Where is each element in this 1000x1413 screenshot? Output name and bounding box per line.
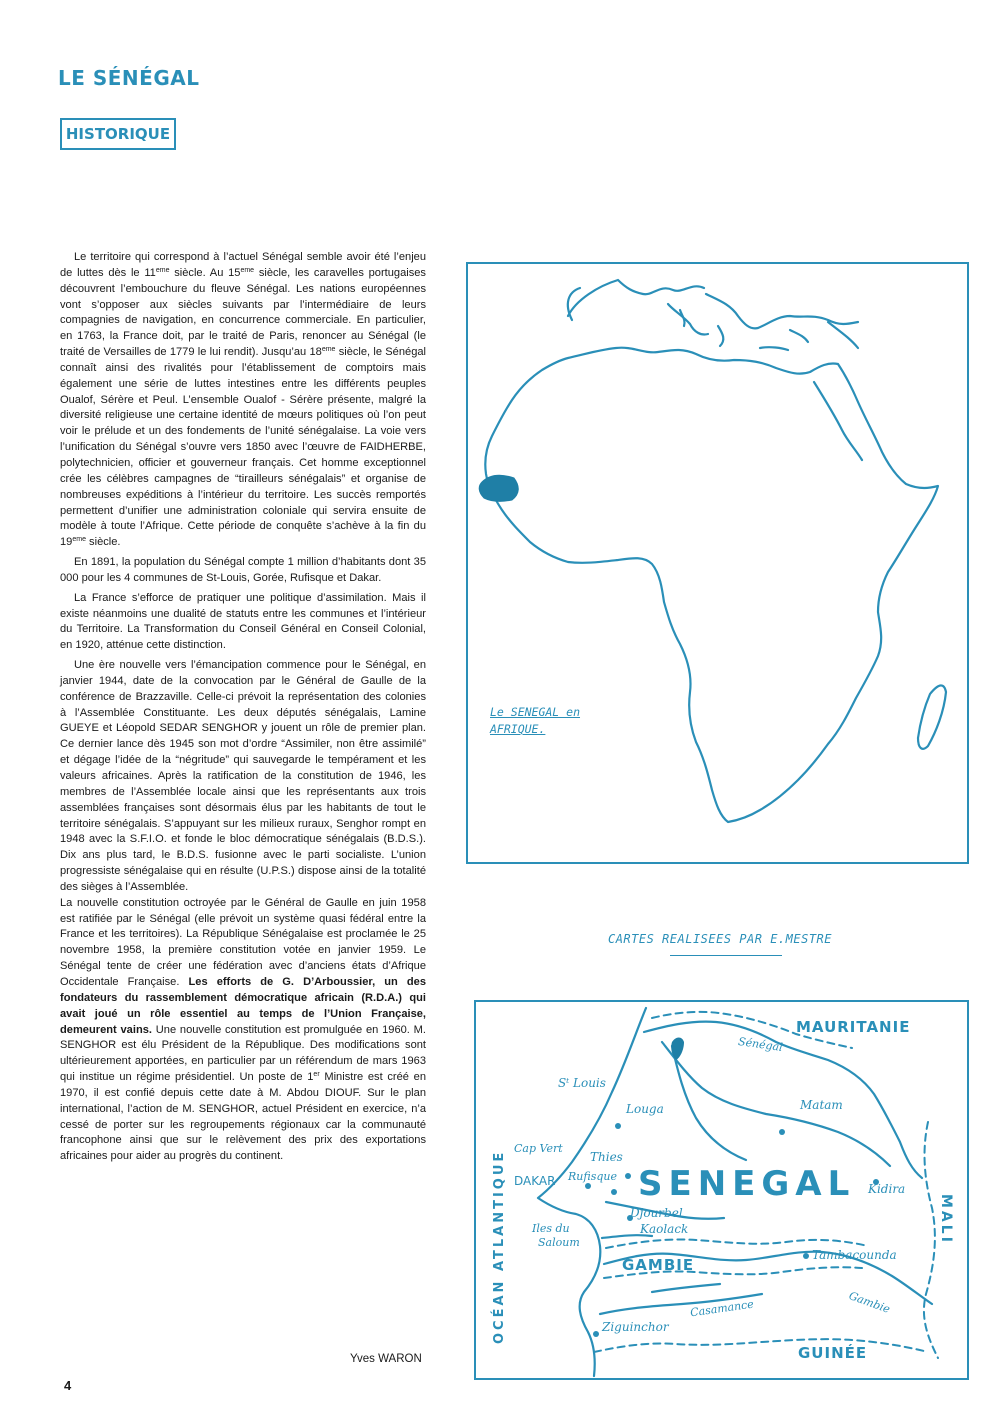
senegal-map [474,1000,969,1380]
paragraph-2: En 1891, la population du Sénégal compte 1 million d’habitants dont 35 000 pour les 4 communes de St-Louis, Gorée, Rufisque et Dakar. [60,556,426,584]
label-mali: MALI [938,1194,954,1245]
africa-map-drawing [468,264,967,862]
label-ocean-atlantique: OCÉAN ATLANTIQUE [492,1149,507,1344]
paragraph-3: La France s’efforce de pratiquer une politique d’assimilation. Mais il existe néanmoins une dualité de statuts entre les communes et l’intérieur du Territoire. La Transformation du Conseil Général en Conseil Colonial, en 1920, atténue cette distinction. [60,591,426,652]
label-saloum: Saloum [538,1236,580,1249]
label-thies: Thies [590,1150,623,1164]
credit-underline [670,955,782,956]
label-dakar: DAKAR [514,1174,556,1188]
label-ziguinchor: Ziguinchor [602,1320,669,1334]
page-title: LE SÉNÉGAL [58,66,200,90]
label-matam: Matam [800,1098,843,1112]
bold-text-run: Les efforts de G. D’Arboussier, un des fondateurs du rassemblement démocratique africain (R.D.A.) qui avait joué un rôle essentiel au temps de l’Union Française, demeurent vains. [60,975,426,1036]
label-gambie-river: Gambie [847,1289,892,1316]
section-heading [60,118,176,150]
label-iles: Iles du [532,1222,570,1235]
label-cap-vert: Cap Vert [514,1142,563,1155]
label-gambie: GAMBIE [622,1256,695,1274]
label-louga: Louga [626,1102,664,1116]
text-run: Ministre est créé en 1970, il est confié depuis cette date à M. Abdou DIOUF. Sur le plan international, l’action de M. SENGHOR, actuel Président en exercice, n’a cessé de porter sur les regroupements régionaux car la communauté francophone ainsi que sur le relèvement des prix des exportations africaines pour aider au progrès du continent. [60,1071,426,1163]
text-run: siècle, le Sénégal connaît ainsi des rivalités pour l’établissement de comptoirs mais également une série de luttes intestines entre les différents peuples Oualof, Sérère et Peul. L’ensemble Oualof - Sérère présente, malgré la diversité religieuse une certaine identité de mœurs politiques où l’on peut voir le prélude et un des fondements de l’unité sénégalaise. La voie vers l’unification du Sénégal s’ouvre vers 1850 avec l’œuvre de FAIDHERBE, polytechnicien, officier et gouverneur français. Cet homme exceptionnel crée les célèbres campagnes de “tirailleurs sénégalais” et organise de nombreuses expéditions à l’intérieur du territoire. Les succès remportés permettent d’unifier une administration coloniale qui servira ensuite de modèle à toute l’Afrique. Cette période de conquête s’achève à la fin du 19 [60,346,426,549]
superscript: eme [155,266,170,274]
label-rufisque: Rufisque [568,1170,617,1183]
text-run: Une nouvelle constitution est promulguée en 1960. M. SENGHOR est élu Président de la République. Des modifications sont ultérieurement apportées, en particulier par un référendum de mars 1963 qui institue un régime présidentiel. Un poste de 1 [60,1023,426,1084]
label-mauritanie: MAURITANIE [796,1018,911,1036]
author: Yves WARON [350,1353,422,1365]
superscript: eme [72,536,86,544]
paragraph-1 [60,250,426,551]
label-senegal: SENEGAL [638,1164,856,1204]
article-body [60,250,426,1165]
superscript: eme [321,346,336,354]
label-diourbel: Djourbel [630,1206,683,1220]
label-senegal-river: Sénégal [737,1034,784,1055]
superscript: eme [240,266,255,274]
africa-map [466,262,969,864]
page-number: 4 [64,1378,72,1393]
label-guinee: GUINÉE [798,1344,868,1362]
paragraph-5 [60,896,426,1165]
paragraph-4: Une ère nouvelle vers l’émancipation commence pour le Sénégal, en janvier 1944, date de la convocation par le Général de Gaulle de la conférence de Brazzaville. Celle-ci prévoit la représentation des colonies à l’Assemblée Constituante. Les deux députés sénégalais, Lamine GUEYE et Léopold SEDAR SENGHOR y jouent un rôle de premier plan. Ce dernier lance dès 1945 son mot d’ordre “Assimiler, non être assimilé” et dégage l’idée de la “négritude” qui sauvegarde le tempérament et les valeurs africaines. Après la ratification de la constitution de 1946, les membres de l’Assemblée locale ainsi que les représentants aux trois assemblées françaises sont désormais élus par les habitants de tout le territoire sénégalais. S’appuyant sur les milieux ruraux, Senghor rompt en 1948 avec la S.F.I.O. et fonde le bloc démocratique sénégalais (B.D.S.). Dix ans plus tard, le B.D.S. fusionne avec le parti socialiste. L’union progressiste sénégalaise qui en résulte (U.P.S.) dispose ainsi de la totalité des sièges à l’Assemblée. [60,659,426,893]
text-run: La nouvelle constitution octroyée par le Général de Gaulle en juin 1958 est ratifiée par le Sénégal (elle prévoit un système quasi fédéral entre la France et les territoires). La République Sénégalaise est proclamée le 25 novembre 1958, la première constitution votée en janvier 1959. Le Sénégal tente de créer une fédération avec d’anciens états d’Afrique Occidentale Française. [60,896,426,988]
label-st-louis: Sᵗ Louis [558,1076,606,1090]
section-heading-label: HISTORIQUE [65,125,171,143]
text-run: siècle, les caravelles portugaises découvrent l’embouchure du fleuve Sénégal. Les nations européennes vont s’opposer aux siècles suivants par l’intermédiaire de leurs compagnies de navigation, en concurrence commerciale. En particulier, en 1763, la France doit, par le traité de Paris, renoncer au Sénégal (le traité de Versailles de 1779 le lui rendit). Jusqu’au 18 [60,266,426,359]
text-run: siècle. [85,536,121,549]
text-run: Le territoire qui correspond à l’actuel Sénégal semble avoir été l’enjeu de luttes dès le 11 [60,251,426,279]
caption-line-1: Le SENEGAL en [490,705,581,719]
label-kidira: Kidira [868,1182,906,1196]
label-casamance: Casamance [689,1297,755,1320]
caption-line-2: AFRIQUE. [490,722,546,736]
label-tambacounda: Tambacounda [812,1248,897,1262]
superscript: er [313,1071,320,1079]
africa-map-caption [490,704,580,738]
label-kaolack: Kaolack [640,1222,689,1236]
text-run: siècle. Au 15 [169,266,241,279]
map-credit: CARTES REALISEES PAR E.MESTRE [607,932,832,946]
